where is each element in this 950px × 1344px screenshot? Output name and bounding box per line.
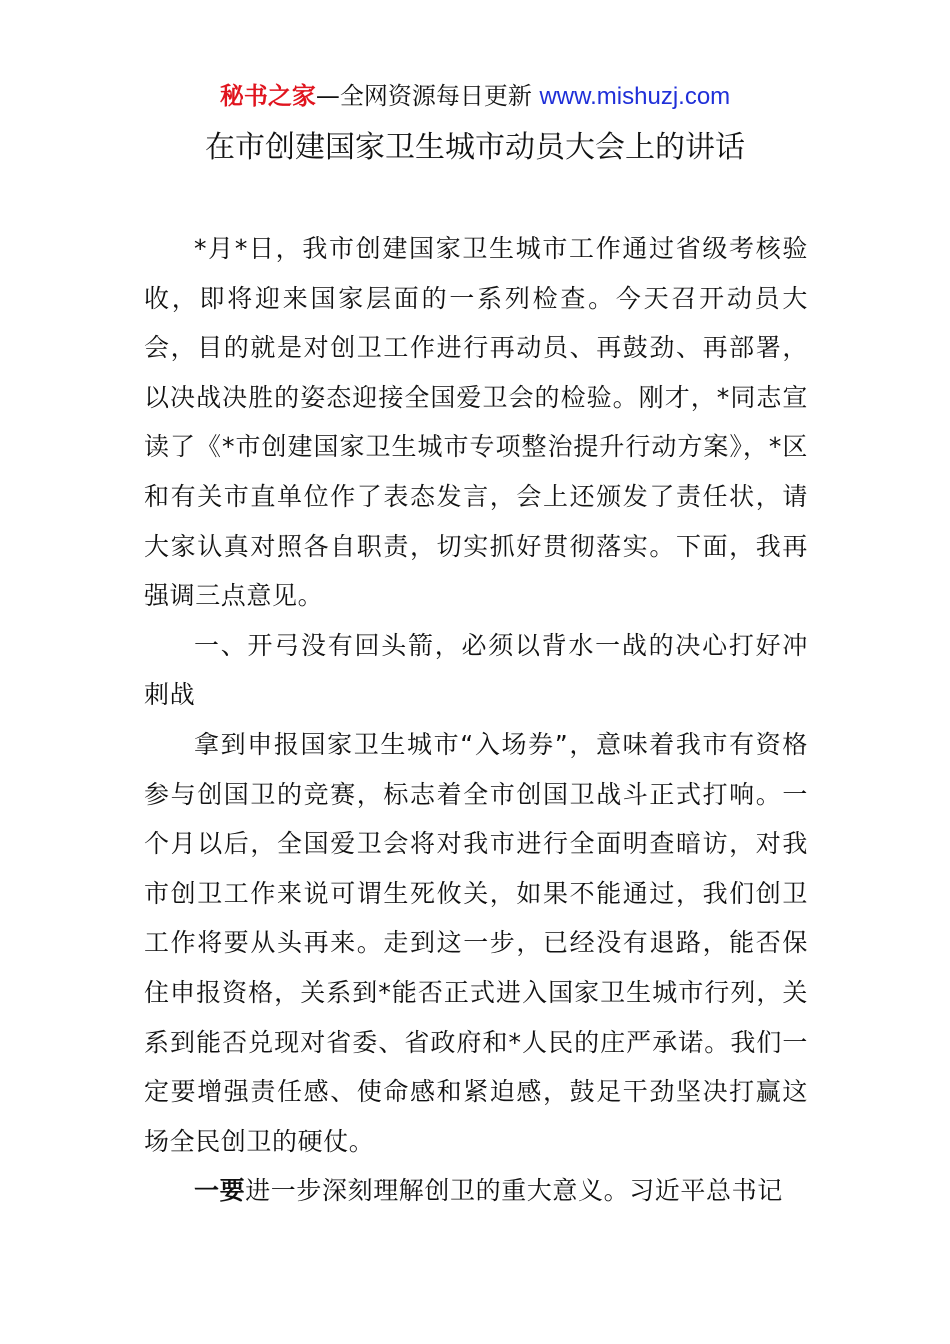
paragraph-section-1: 拿到申报国家卫生城市“入场券”，意味着我市有资格参与创国卫的竞赛，标志着全市创国卫战斗正式打响。一个月以后，全国爱卫会将对我市进行全面明查暗访，对我市创卫工作来说可谓生死攸关，如果不能通过，我们创卫工作将要从头再来。走到这一步，已经没有退路，能否保住申报资格，关系到*能否正式进入国家卫生城市行列，关系到能否兑现对省委、省政府和*人民的庄严承诺。我们一定要增强责任感、使命感和紧迫感，鼓足干劲坚决打赢这场全民创卫的硬仗。 [144, 729, 808, 1156]
point-text: 进一步深刻理解创卫的重大意义。习近平总书记 [245, 1176, 783, 1206]
section-heading-1: 一、开弓没有回头箭，必须以背水一战的决心打好冲刺战 [144, 630, 808, 710]
document-title: 在市创建国家卫生城市动员大会上的讲话 [205, 130, 745, 165]
point-lead: 一要 [194, 1176, 246, 1206]
site-tagline: —全网资源每日更新 [315, 82, 532, 110]
site-url-link[interactable]: www.mishuzj.com [539, 83, 731, 110]
document-body [144, 224, 808, 1216]
paragraph-intro: *月*日，我市创建国家卫生城市工作通过省级考核验收，即将迎来国家层面的一系列检查。今天召开动员大会，目的就是对创卫工作进行再动员、再鼓劲、再部署，以决战决胜的姿态迎接全国爱卫会的检验。刚才，*同志宣读了《*市创建国家卫生城市专项整治提升行动方案》，*区和有关市直单位作了表态发言，会上还颁发了责任状，请大家认真对照各自职责，切实抓好贯彻落实。下面，我再强调三点意见。 [144, 234, 808, 611]
paragraph-point-1 [144, 1166, 808, 1216]
site-header [0, 80, 950, 113]
brand-name: 秘书之家 [219, 82, 316, 110]
